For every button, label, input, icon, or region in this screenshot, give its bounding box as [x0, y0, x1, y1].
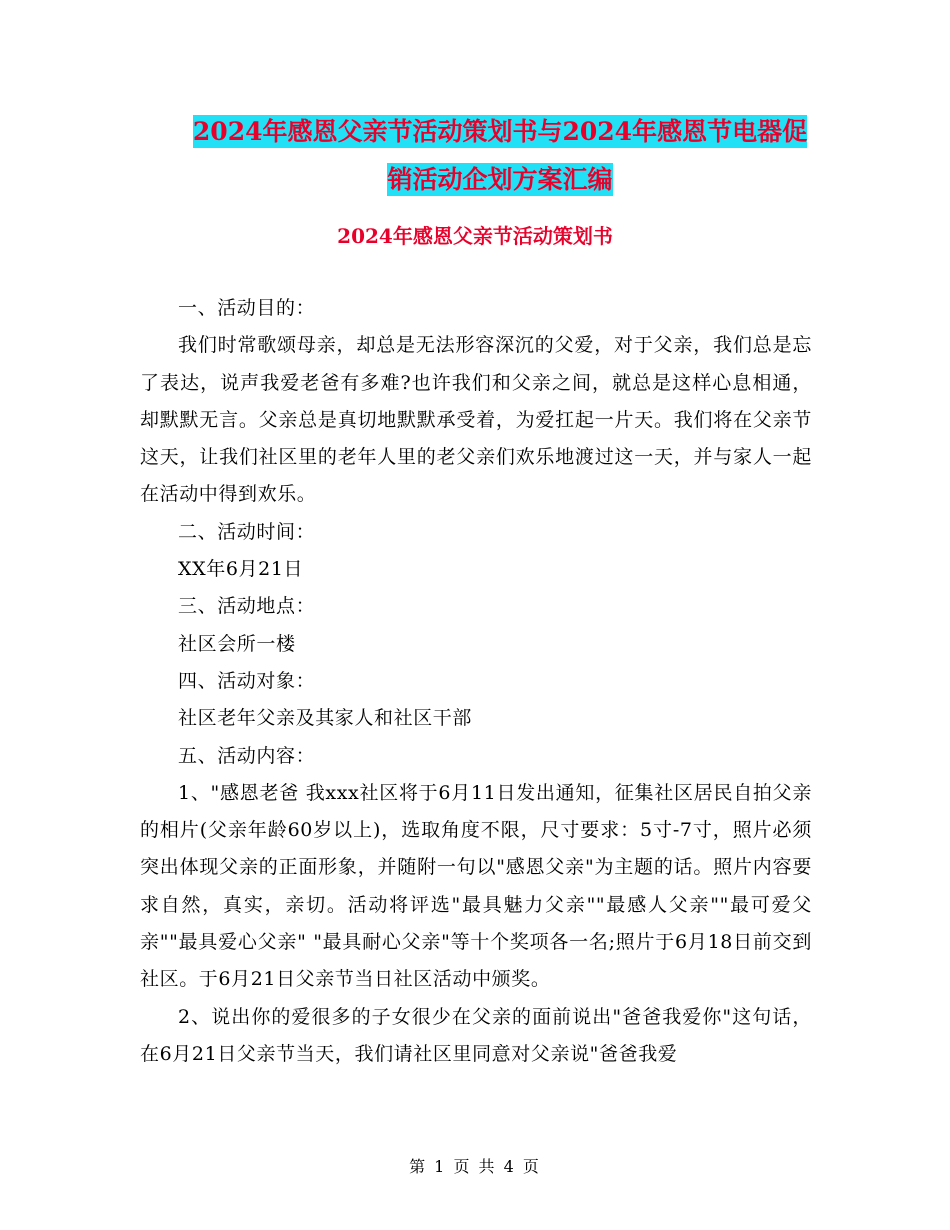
paragraph-heading-audience: 四、活动对象：	[178, 669, 316, 692]
page-footer: 第 1 页 共 4 页	[409, 1157, 541, 1176]
paragraph-content-item2: 2、说出你的爱很多的子女很少在父亲的面前说出"爸爸我爱你"这句话，在6月21日父亲节当天，我们请社区里同意对父亲说"爸爸我爱	[140, 1005, 812, 1065]
document-body	[140, 290, 812, 1073]
paragraph-heading-location: 三、活动地点：	[178, 595, 316, 618]
document-title-line2: 销活动企划方案汇编	[387, 165, 613, 194]
document-title-line1: 2024年感恩父亲节活动策划书与2024年感恩节电器促	[192, 117, 808, 146]
paragraph-location: 社区会所一楼	[178, 632, 296, 655]
paragraph-content-item1: 1、"感恩老爸 我xxx社区将于6月11日发出通知，征集社区居民自拍父亲的相片(父亲年龄60岁以上)，选取角度不限，尺寸要求：5寸-7寸，照片必须突出体现父亲的正面形象，并随附一句以"感恩父亲"为主题的话。照片内容要求自然，真实，亲切。活动将评选"最具魅力父亲""最感人父亲""最可爱父亲""最具爱心父亲" "最具耐心父亲"等十个奖项各一名;照片于6月18日前交到社区。于6月21日父亲节当日社区活动中颁奖。	[140, 781, 812, 991]
section-title: 2024年感恩父亲节活动策划书	[337, 224, 613, 248]
paragraph-heading-purpose: 一、活动目的：	[178, 297, 316, 319]
document-title	[140, 108, 860, 204]
paragraph-heading-time: 二、活动时间：	[178, 520, 316, 543]
paragraph-purpose: 我们时常歌颂母亲，却总是无法形容深沉的父爱，对于父亲，我们总是忘了表达，说声我爱老爸有多难?也许我们和父亲之间，就总是这样心息相通，却默默无言。父亲总是真切地默默承受着，为爱扛起一片天。我们将在父亲节这天，让我们社区里的老年人里的老父亲们欢乐地渡过这一天，并与家人一起在活动中得到欢乐。	[140, 334, 812, 506]
paragraph-time: XX年6月21日	[178, 558, 304, 581]
paragraph-heading-content: 五、活动内容：	[178, 744, 316, 767]
paragraph-audience: 社区老年父亲及其家人和社区干部	[178, 707, 473, 730]
